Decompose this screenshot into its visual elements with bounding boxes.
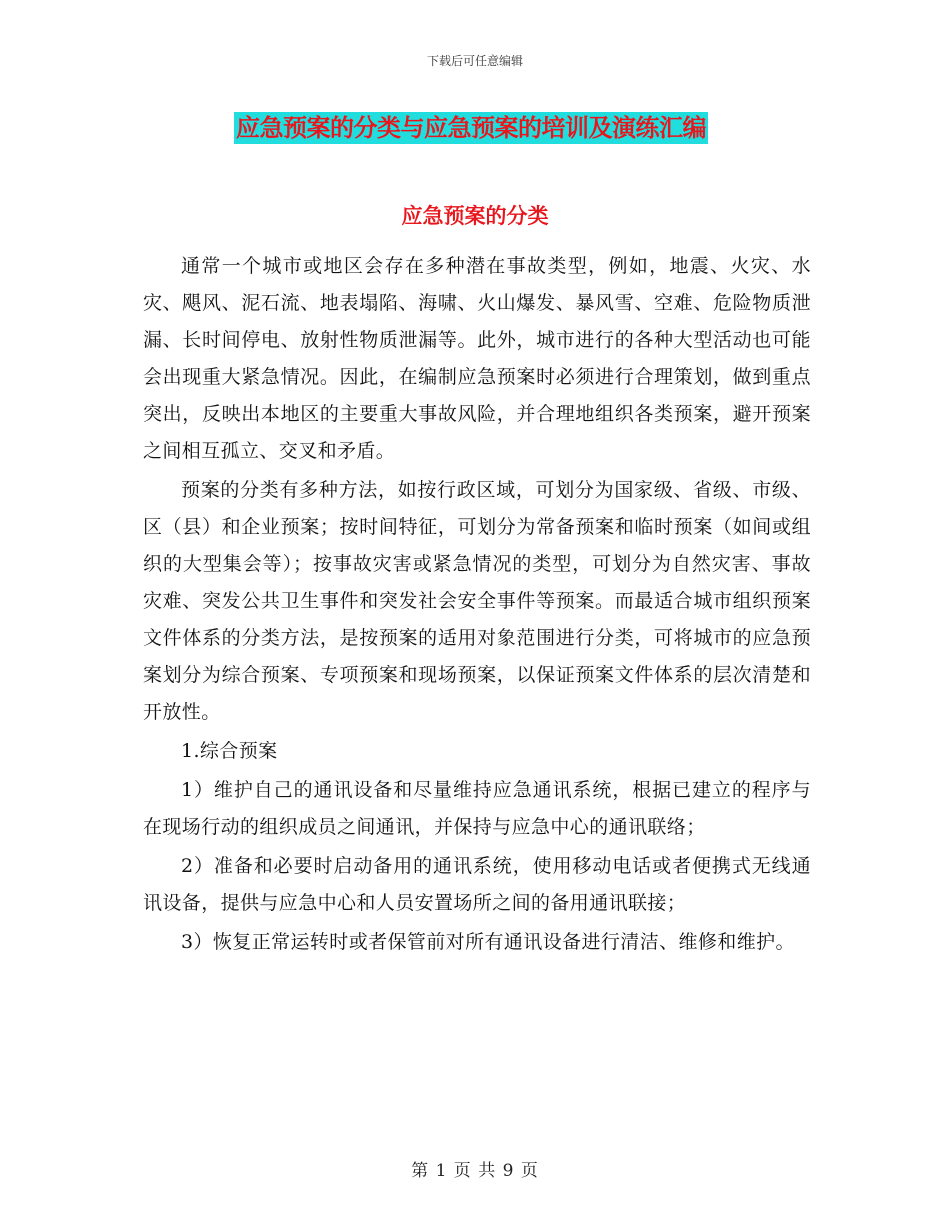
document-body xyxy=(143,248,811,963)
page-header-note: 下载后可任意编辑 xyxy=(426,54,523,68)
paragraph-intro: 通常一个城市或地区会存在多种潜在事故类型，例如，地震、火灾、水灾、飓风、泥石流、地表塌陷、海啸、火山爆发、暴风雪、空难、危险物质泄漏、长时间停电、放射性物质泄漏等。此外，城市进行的各种大型活动也可能会出现重大紧急情况。因此，在编制应急预案时必须进行合理策划，做到重点突出，反映出本地区的主要重大事故风险，并合理地组织各类预案，避开预案之间相互孤立、交叉和矛盾。 xyxy=(143,255,811,462)
document-title: 应急预案的分类与应急预案的培训及演练汇编 xyxy=(236,114,706,142)
page-number-footer: 第 1 页 共 9 页 xyxy=(411,1161,539,1181)
paragraph-classification: 预案的分类有多种方法，如按行政区域，可划分为国家级、省级、市级、区（县）和企业预案；按时间特征，可划分为常备预案和临时预案（如间或组织的大型集会等）；按事故灾害或紧急情况的类型，可划分为自然灾害、事故灾难、突发公共卫生事件和突发社会安全事件等预案。而最适合城市组织预案文件体系的分类方法，是按预案的适用对象范围进行分类，可将城市的应急预案划分为综合预案、专项预案和现场预案，以保证预案文件体系的层次清楚和开放性。 xyxy=(143,479,811,723)
list-item-3: 3）恢复正常运转时或者保管前对所有通讯设备进行清洁、维修和维护。 xyxy=(181,931,795,953)
section-heading: 应急预案的分类 xyxy=(401,204,549,228)
list-heading-comprehensive-plan: 1.综合预案 xyxy=(181,740,278,762)
list-item-1: 1）维护自己的通讯设备和尽量维持应急通讯系统，根据已建立的程序与在现场行动的组织成员之间通讯，并保持与应急中心的通讯联络； xyxy=(143,779,811,838)
list-item-2: 2）准备和必要时启动备用的通讯系统，使用移动电话或者便携式无线通讯设备，提供与应急中心和人员安置场所之间的备用通讯联接； xyxy=(143,855,811,914)
